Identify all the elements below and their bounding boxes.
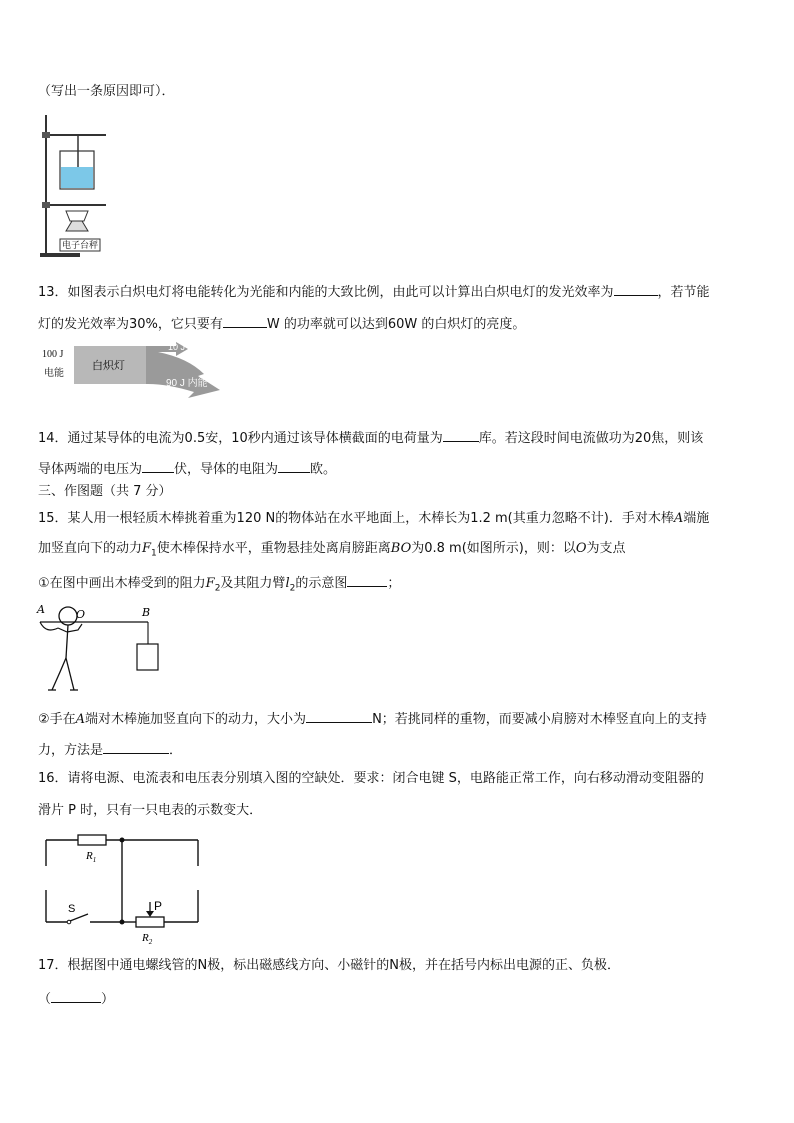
q15-text-c: 加竖直向下的动力 <box>38 541 143 556</box>
q13-text-c: 灯的发光效率为30%，它只要有 <box>38 317 223 332</box>
q15-l2: l <box>285 576 290 591</box>
q13-line2 <box>38 313 525 334</box>
q17-line1: 17．根据图中通电螺线管的N极，标出磁感线方向、小磁针的N极，并在括号内标出电源的正、负极． <box>38 958 620 973</box>
q14-blank-resistance[interactable] <box>278 458 310 473</box>
q14-blank-voltage[interactable] <box>142 458 174 473</box>
q15-line2 <box>38 540 626 563</box>
q15-part2-b: 端对木棒施加竖直向下的动力，大小为 <box>85 712 307 727</box>
q15-line1 <box>38 510 709 528</box>
q15-l2-sub: 2 <box>289 583 296 594</box>
q15-text-d: 使木棒保持水平，重物悬挂处离肩膀距离 <box>156 541 391 556</box>
q15-text-b: 端施 <box>683 511 710 526</box>
q16-label-R1: $R_1$ <box>86 850 97 864</box>
q13-text-a: 13．如图表示白炽电灯将电能转化为光能和内能的大致比例，由此可以计算出白炽电灯的发光效率为 <box>38 285 614 300</box>
q17-close-paren: ） <box>101 992 115 1007</box>
q17-open-paren: （ <box>38 992 52 1007</box>
q14-text-b: 库。若这段时间电流做功为20焦，则该 <box>478 431 704 446</box>
q15-part2 <box>38 708 707 729</box>
q14-text-c: 导体两端的电压为 <box>38 462 143 477</box>
q16-label-S: S <box>68 903 76 915</box>
q13-heat-output: 90 J 内能 <box>166 378 208 389</box>
q15-O: O <box>575 541 587 556</box>
q12-scale-label: 电子台秤 <box>62 240 99 250</box>
q15-F1-sub: 1 <box>151 548 157 559</box>
q13-text-b: ，若节能 <box>657 285 710 300</box>
q16-line1: 16．请将电源、电流表和电压表分别填入图的空缺处．要求：闭合电键 S，电路能正常工作，向右移动滑动变阻器的 <box>38 771 704 786</box>
q15-F2: F <box>205 576 215 591</box>
q15-part1-c: 的示意图 <box>295 576 348 591</box>
q13-blank-power[interactable] <box>223 313 267 328</box>
q15-part2-c: N；若挑同样的重物，而要减小肩膀对木棒竖直向上的支持 <box>372 712 707 727</box>
q12-tail: （写出一条原因即可）． <box>38 84 175 99</box>
q16-circuit-diagram <box>42 832 206 944</box>
q13-line1 <box>38 281 710 302</box>
q14-text-d: 伏，导体的电阻为 <box>174 462 279 477</box>
q15-BO: BO <box>390 541 412 556</box>
q15-part1-d: ； <box>387 576 401 591</box>
q15-blank-diagram[interactable] <box>347 572 387 587</box>
q17-blank-polarity[interactable] <box>51 988 101 1003</box>
q15-part1-a: ①在图中画出木棒受到的阻力 <box>38 576 206 591</box>
q15-text-a: 15．某人用一根轻质木棒挑着重为120 N的物体站在水平地面上，木棒长为1.2 m(其重力忽略不计)．手对木棒 <box>38 511 674 526</box>
q14-blank-charge[interactable] <box>443 427 479 442</box>
q16-label-R2: $R_2$ <box>142 932 153 944</box>
q13-lamp-label: 白炽灯 <box>92 360 125 372</box>
q15-blank-method[interactable] <box>103 739 169 754</box>
q15-fig-label-B: B <box>142 606 151 619</box>
q15-part2-d: 力，方法是 <box>38 743 104 758</box>
q15-part2-e: ． <box>169 743 183 758</box>
q12-apparatus-figure <box>36 113 116 259</box>
q13-input-label: 电能 <box>44 368 64 379</box>
q15-text-e: 为0.8 m(如图所示)，则：以 <box>411 541 576 556</box>
q15-F1: F <box>142 541 152 556</box>
q13-text-d: W 的功率就可以达到60W 的白炽灯的亮度。 <box>266 317 526 332</box>
q15-F2-sub: 2 <box>214 583 221 594</box>
q15-part1 <box>38 572 400 598</box>
q16-label-P: P <box>154 899 163 913</box>
q15-part1-b: 及其阻力臂 <box>220 576 286 591</box>
q15-blank-force[interactable] <box>306 708 372 723</box>
q15-fig-label-O: O <box>76 608 86 621</box>
q15-part2-a: ②手在 <box>38 712 76 727</box>
q14-line1 <box>38 427 703 448</box>
q15-text-f: 为支点 <box>586 541 626 556</box>
q17-answer <box>38 988 114 1009</box>
q15-point-A: A <box>673 511 684 526</box>
q13-blank-efficiency[interactable] <box>614 281 658 296</box>
q14-line2 <box>38 458 336 479</box>
q14-text-a: 14．通过某导体的电流为0.5安，10秒内通过该导体横截面的电荷量为 <box>38 431 443 446</box>
section-3-title: 三、作图题（共 7 分） <box>38 484 172 499</box>
q13-light-output: 10 J 光能 <box>168 342 206 352</box>
q15-fig-label-A: A <box>37 603 45 616</box>
q15-part2-line2 <box>38 739 182 760</box>
q15-lever-figure <box>36 600 166 694</box>
q13-energy-flow-diagram <box>38 340 238 414</box>
q13-input-value: 100 J <box>42 349 64 360</box>
q16-line2: 滑片 P 时，只有一只电表的示数变大． <box>38 803 263 818</box>
q14-text-e: 欧。 <box>310 462 337 477</box>
q15-part2-A: A <box>75 712 86 727</box>
